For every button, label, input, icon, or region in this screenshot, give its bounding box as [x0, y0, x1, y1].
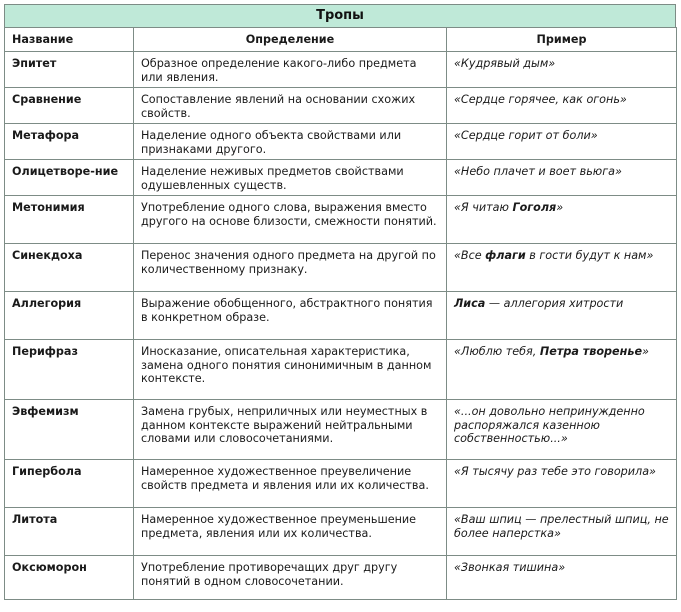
table-row: [5, 400, 677, 460]
header-example: Пример: [447, 28, 677, 52]
trope-name: Перифраз: [5, 340, 134, 400]
table-title: Тропы: [4, 4, 676, 27]
trope-example: [447, 196, 677, 244]
trope-name: Аллегория: [5, 292, 134, 340]
example-text: «Небо плачет и воет вьюга»: [454, 165, 622, 178]
trope-example: [447, 556, 677, 600]
example-text: в гости будут к нам»: [525, 249, 654, 262]
trope-definition: Наделение одного объекта свойствами или признаками другого.: [134, 124, 447, 160]
example-text: — аллегория хитрости: [485, 297, 624, 310]
example-text: «Сердце горячее, как огонь»: [454, 93, 627, 106]
example-text: «Все: [454, 249, 486, 262]
table-row: [5, 52, 677, 88]
example-emphasis: флаги: [485, 249, 526, 262]
example-text: »: [642, 345, 649, 358]
trope-example: [447, 400, 677, 460]
trope-definition: Перенос значения одного предмета на другой по количественному признаку.: [134, 244, 447, 292]
table-row: [5, 124, 677, 160]
trope-name: Гипербола: [5, 460, 134, 508]
trope-definition: Иносказание, описательная характеристика, замена одного понятия синонимичным в данном контексте.: [134, 340, 447, 400]
trope-name: Сравнение: [5, 88, 134, 124]
trope-name: Олицетворе-ние: [5, 160, 134, 196]
trope-name: Эпитет: [5, 52, 134, 88]
trope-name: Оксюморон: [5, 556, 134, 600]
trope-definition: Выражение обобщенного, абстрактного понятия в конкретном образе.: [134, 292, 447, 340]
trope-definition: Замена грубых, неприличных или неуместных в данном контексте выражений нейтральными словами или словосочетаниями.: [134, 400, 447, 460]
example-text: «Кудрявый дым»: [454, 57, 556, 70]
trope-name: Метафора: [5, 124, 134, 160]
trope-example: [447, 88, 677, 124]
trope-definition: Сопоставление явлений на основании схожих свойств.: [134, 88, 447, 124]
example-emphasis: Петра творенье: [539, 345, 643, 358]
header-row: [5, 28, 677, 52]
example-text: «Сердце горит от боли»: [454, 129, 598, 142]
trope-name: Синекдоха: [5, 244, 134, 292]
trope-definition: Наделение неживых предметов свойствами одушевленных существ.: [134, 160, 447, 196]
table-row: [5, 244, 677, 292]
trope-example: [447, 244, 677, 292]
trope-name: Эвфемизм: [5, 400, 134, 460]
trope-name: Литота: [5, 508, 134, 556]
table-row: [5, 556, 677, 600]
header-name: Название: [5, 28, 134, 52]
tropes-table-container: [4, 4, 676, 600]
trope-example: [447, 124, 677, 160]
table-row: [5, 196, 677, 244]
trope-definition: Употребление противоречащих друг другу понятий в одном словосочетании.: [134, 556, 447, 600]
trope-definition: Намеренное художественное преувеличение свойств предмета и явления или их количества.: [134, 460, 447, 508]
example-text: «Звонкая тишина»: [454, 561, 566, 574]
trope-example: [447, 160, 677, 196]
trope-definition: Намеренное художественное преуменьшение предмета, явления или их количества.: [134, 508, 447, 556]
example-text: «Я тысячу раз тебе это говорила»: [454, 465, 656, 478]
trope-example: [447, 460, 677, 508]
trope-definition: Употребление одного слова, выражения вместо другого на основе близости, смежности понятий.: [134, 196, 447, 244]
table-row: [5, 508, 677, 556]
table-row: [5, 160, 677, 196]
table-row: [5, 88, 677, 124]
example-text: »: [556, 201, 564, 214]
table-row: [5, 292, 677, 340]
example-text: «Я читаю: [454, 201, 513, 214]
example-text: «...он довольно непринужденно распоряжался казенною собственностью...»: [454, 405, 645, 445]
trope-example: [447, 340, 677, 400]
trope-example: [447, 292, 677, 340]
trope-example: [447, 508, 677, 556]
example-emphasis: Гоголя: [512, 201, 557, 214]
example-text: «Ваш шпиц — прелестный шпиц, не более наперстка»: [454, 513, 669, 540]
example-text: «Люблю тебя,: [454, 345, 540, 358]
tropes-table: [4, 27, 677, 600]
trope-name: Метонимия: [5, 196, 134, 244]
header-definition: Определение: [134, 28, 447, 52]
trope-example: [447, 52, 677, 88]
example-emphasis: Лиса: [454, 297, 486, 310]
table-body: [5, 52, 677, 600]
table-row: [5, 340, 677, 400]
trope-definition: Образное определение какого-либо предмета или явления.: [134, 52, 447, 88]
table-row: [5, 460, 677, 508]
